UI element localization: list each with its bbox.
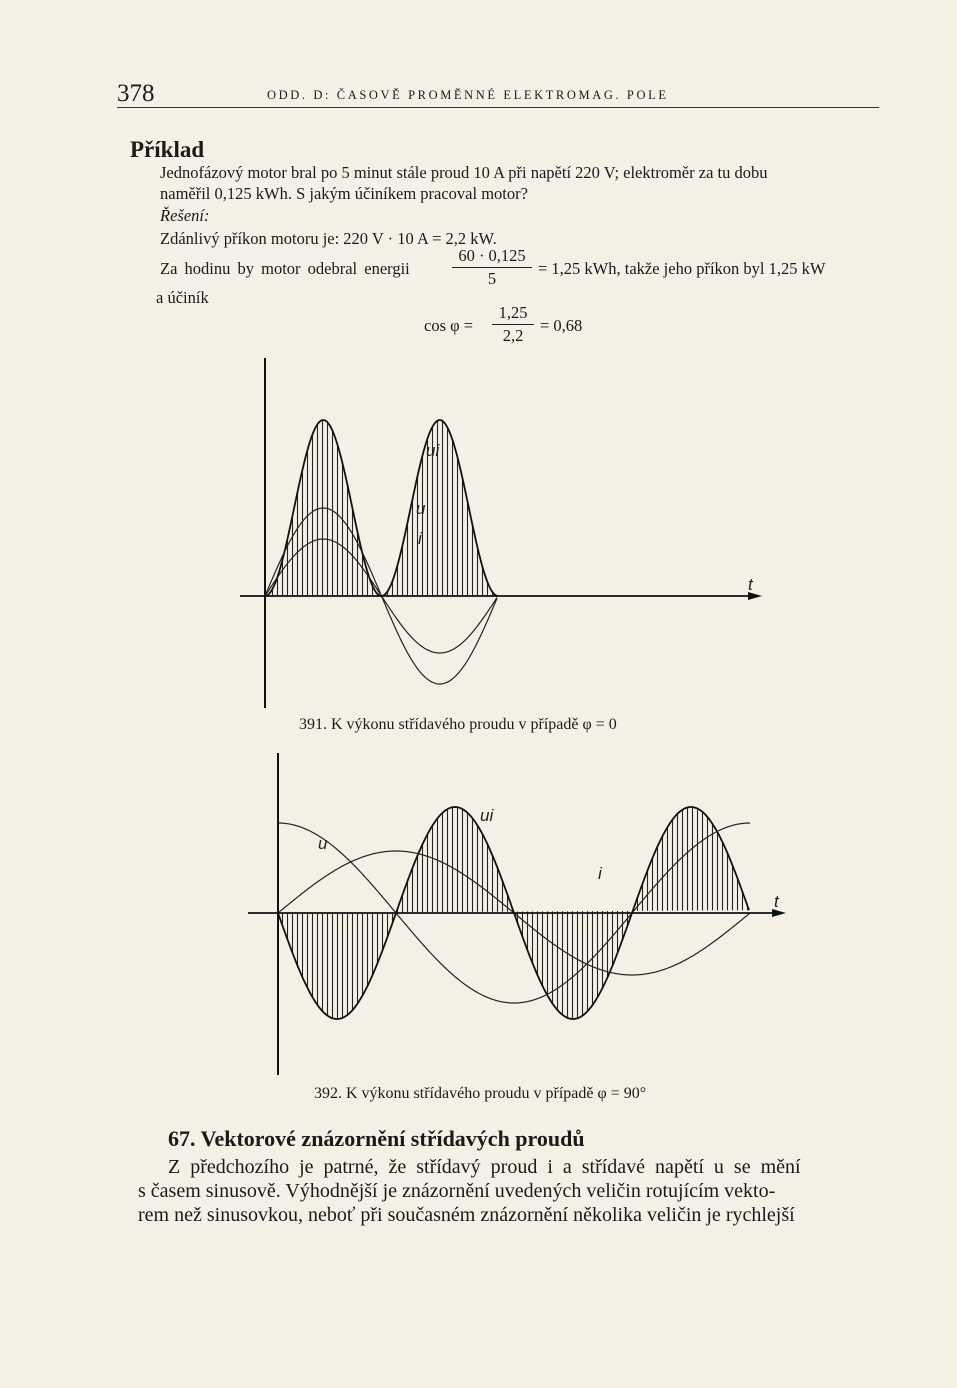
energy-fraction (452, 246, 532, 289)
figure-392-caption: 392. K výkonu střídavého proudu v případě φ = 90° (314, 1085, 647, 1102)
energy-denominator: 5 (487, 269, 497, 288)
cos-phi-lhs: cos φ = (424, 316, 474, 335)
figure-391-label-ui: ui (426, 441, 440, 460)
running-head: ODD. D: ČASOVĚ PROMĚNNÉ ELEKTROMAG. POLE (267, 88, 669, 102)
figure-391-label-t: t (748, 575, 753, 594)
figure-391-label-u: u (416, 499, 426, 518)
section-text-line-1: Z předchozího je patrné, že střídavý proud i a střídavé napětí u se mění (168, 1156, 801, 1178)
page-number: 378 (117, 80, 155, 107)
figure-391-caption: 391. K výkonu střídavého proudu v případě φ = 0 (299, 716, 617, 733)
section-heading: 67. Vektorové znázornění střídavých proudů (168, 1126, 585, 1151)
section-text-line-3: rem než sinusovkou, neboť při současném znázornění několika veličin je rychlejší (138, 1204, 795, 1226)
energy-numerator: 60 · 0,125 (452, 246, 532, 268)
cos-phi-fraction (492, 303, 534, 346)
cos-phi-result: = 0,68 (540, 316, 583, 335)
figure-391-label-i: i (418, 529, 422, 548)
cos-phi-numerator: 1,25 (492, 303, 534, 325)
energy-prefix: Za hodinu by motor odebral energii (160, 259, 410, 278)
figure-392 (240, 745, 800, 1085)
figure-391 (230, 350, 790, 720)
energy-suffix: = 1,25 kWh, takže jeho příkon byl 1,25 kW (538, 259, 826, 278)
example-title: Příklad (130, 137, 205, 162)
figure-392-label-t: t (774, 892, 779, 911)
apparent-power-line: Zdánlivý příkon motoru je: 220 V · 10 A = 2,2 kW. (160, 229, 497, 248)
section-text-line-2: s časem sinusově. Výhodnější je znázornění uvedených veličin rotujícím vekto- (138, 1180, 776, 1202)
figure-392-label-u: u (318, 834, 328, 853)
header-rule (117, 107, 879, 108)
problem-line-1: Jednofázový motor bral po 5 minut stále proud 10 A při napětí 220 V; elektroměr za tu dobu (160, 163, 768, 182)
solution-label: Řešení: (160, 206, 210, 225)
cos-phi-denominator: 2,2 (502, 326, 524, 345)
figure-392-label-ui: ui (480, 806, 494, 825)
problem-line-2: naměřil 0,125 kWh. S jakým účiníkem pracoval motor? (160, 184, 528, 203)
figure-391-plot (265, 420, 498, 684)
power-factor-intro: a účiník (156, 288, 209, 307)
power-area-hatch (265, 420, 498, 596)
figure-392-label-i: i (598, 864, 602, 883)
